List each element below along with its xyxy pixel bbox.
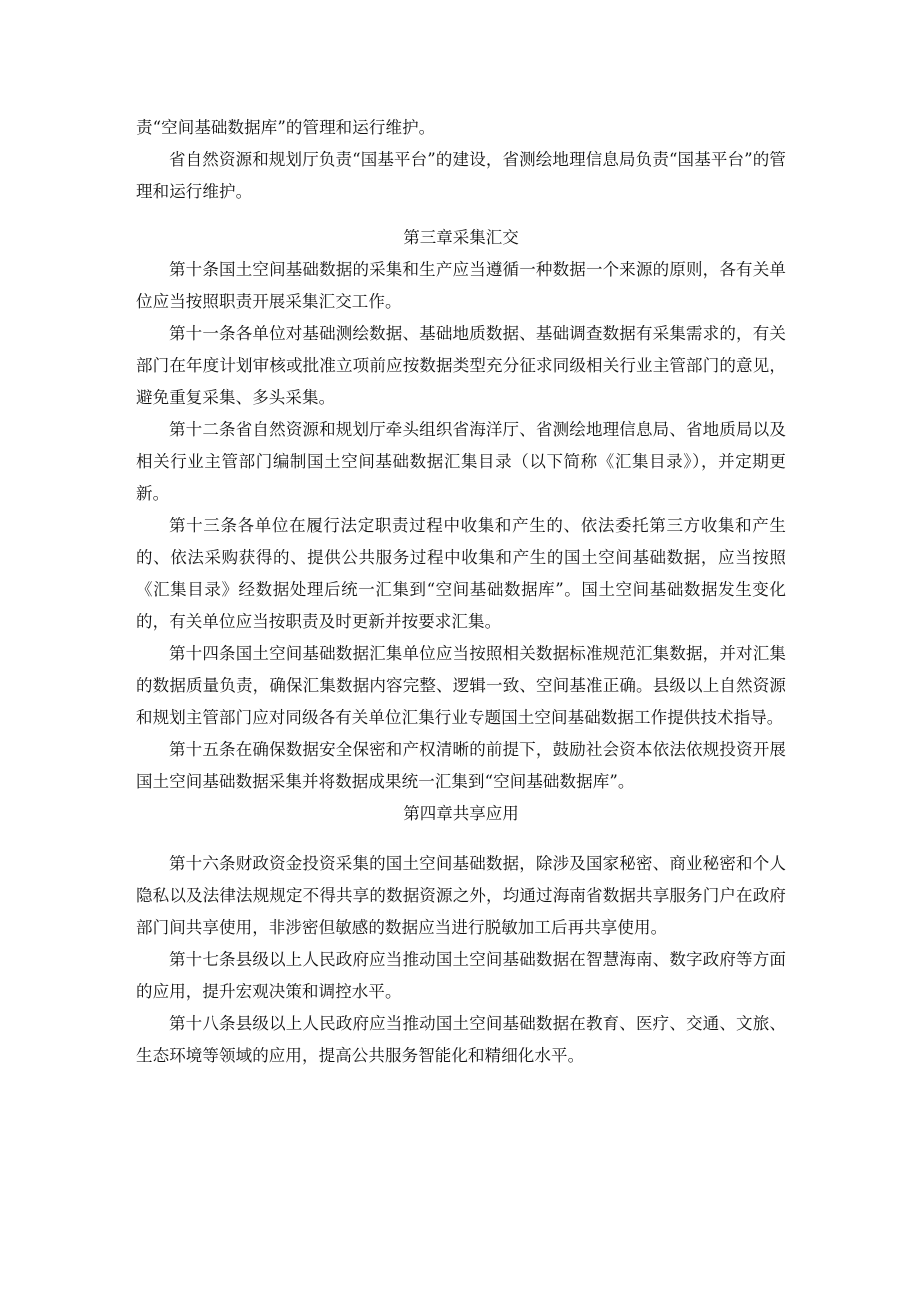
chapter-heading-3: 第三章采集汇交	[403, 228, 519, 247]
paragraph-continuation: 责“空间基础数据库”的管理和运行维护。	[136, 118, 436, 137]
article-10: 第十条国土空间基础数据的采集和生产应当遵循一种数据一个来源的原则，各有关单位应当按照职责开展采集汇交工作。	[136, 260, 786, 311]
article-17: 第十七条县级以上人民政府应当推动国土空间基础数据在智慧海南、数字政府等方面的应用，提升宏观决策和调控水平。	[136, 950, 786, 1001]
article-18: 第十八条县级以上人民政府应当推动国土空间基础数据在教育、医疗、交通、文旅、生态环境等领域的应用，提高公共服务智能化和精细化水平。	[136, 1014, 786, 1065]
article-12: 第十二条省自然资源和规划厅牵头组织省海洋厅、省测绘地理信息局、省地质局以及相关行业主管部门编制国土空间基础数据汇集目录（以下简称《汇集目录》），并定期更新。	[136, 420, 786, 503]
article-14: 第十四条国土空间基础数据汇集单位应当按照相关数据标准规范汇集数据，并对汇集的数据质量负责，确保汇集数据内容完整、逻辑一致、空间基准正确。县级以上自然资源和规划主管部门应对同级各有关单位汇集行业专题国土空间基础数据工作提供技术指导。	[136, 644, 786, 727]
chapter-heading-4: 第四章共享应用	[403, 804, 519, 823]
article-11: 第十一条各单位对基础测绘数据、基础地质数据、基础调查数据有采集需求的，有关部门在年度计划审核或批准立项前应按数据类型充分征求同级相关行业主管部门的意见，避免重复采集、多头采集。	[136, 324, 786, 407]
article-15: 第十五条在确保数据安全保密和产权清晰的前提下，鼓励社会资本依法依规投资开展国土空间基础数据采集并将数据成果统一汇集到“空间基础数据库”。	[136, 740, 786, 791]
paragraph-platform-responsibility: 省自然资源和规划厅负责“国基平台”的建设，省测绘地理信息局负责“国基平台”的管理和运行维护。	[136, 150, 786, 201]
article-13: 第十三条各单位在履行法定职责过程中收集和产生的、依法委托第三方收集和产生的、依法采购获得的、提供公共服务过程中收集和产生的国土空间基础数据，应当按照《汇集目录》经数据处理后统一汇集到“空间基础数据库”。国土空间基础数据发生变化的，有关单位应当按职责及时更新并按要求汇集。	[136, 516, 786, 631]
document-page	[136, 112, 786, 1072]
article-16: 第十六条财政资金投资采集的国土空间基础数据，除涉及国家秘密、商业秘密和个人隐私以及法律法规规定不得共享的数据资源之外，均通过海南省数据共享服务门户在政府部门间共享使用，非涉密但敏感的数据应当进行脱敏加工后再共享使用。	[136, 854, 786, 937]
